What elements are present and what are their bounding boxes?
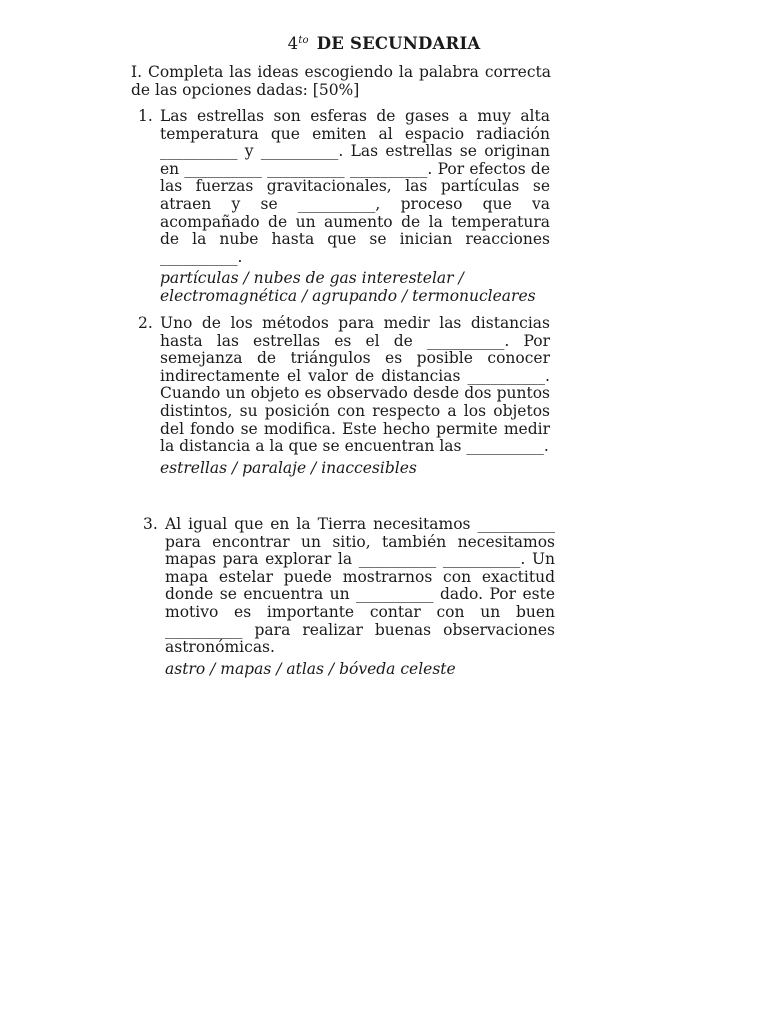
question-text: Uno de los métodos para medir las distancias hasta las estrellas es el de __________. Por semejanza de triángulos es posible conocer indirectamente el valor de distancias __________. Cuando un objeto es observado desde dos puntos distintos, su posición con respecto a los objetos del fondo se modifica. Este hecho permite medir la distancia a la que se encuentran las __________. xyxy=(160,314,550,456)
question-number: 2. xyxy=(138,314,153,332)
grade-number: 4 xyxy=(287,34,299,53)
question-number: 1. xyxy=(138,107,153,125)
question-number: 3. xyxy=(143,515,158,533)
question-text: Las estrellas son esferas de gases a muy alta temperatura que emiten al espacio radiación __________ y __________. Las estrellas se originan en __________ __________ __________. Por efectos de las fuerzas gravitacionales, las partículas se atraen y se __________, proceso que va acompañado de un aumento de la temperatura de la nube hasta que se inician reacciones __________. xyxy=(160,107,550,266)
question-item xyxy=(138,108,550,305)
answer-options: estrellas / paralaje / inaccesibles xyxy=(160,458,417,477)
page-title xyxy=(0,34,768,53)
grade-suffix: to xyxy=(298,34,309,46)
question-item xyxy=(143,516,555,678)
answer-options: astro / mapas / atlas / bóveda celeste xyxy=(165,659,456,678)
question-text: Al igual que en la Tierra necesitamos __________ para encontrar un sitio, también necesitamos mapas para explorar la __________ __________. Un mapa estelar puede mostrarnos con exactitud donde se encuentra un __________ dado. Por este motivo es importante contar con un buen __________ para realizar buenas observaciones astronómicas. xyxy=(165,515,555,657)
title-text: DE SECUNDARIA xyxy=(316,34,481,53)
section-instructions: I. Completa las ideas escogiendo la palabra correcta de las opciones dadas: [50%] xyxy=(131,63,551,99)
question-item xyxy=(138,315,550,477)
answer-options: partículas / nubes de gas interestelar / electromagnética / agrupando / termonucleares xyxy=(160,269,536,306)
